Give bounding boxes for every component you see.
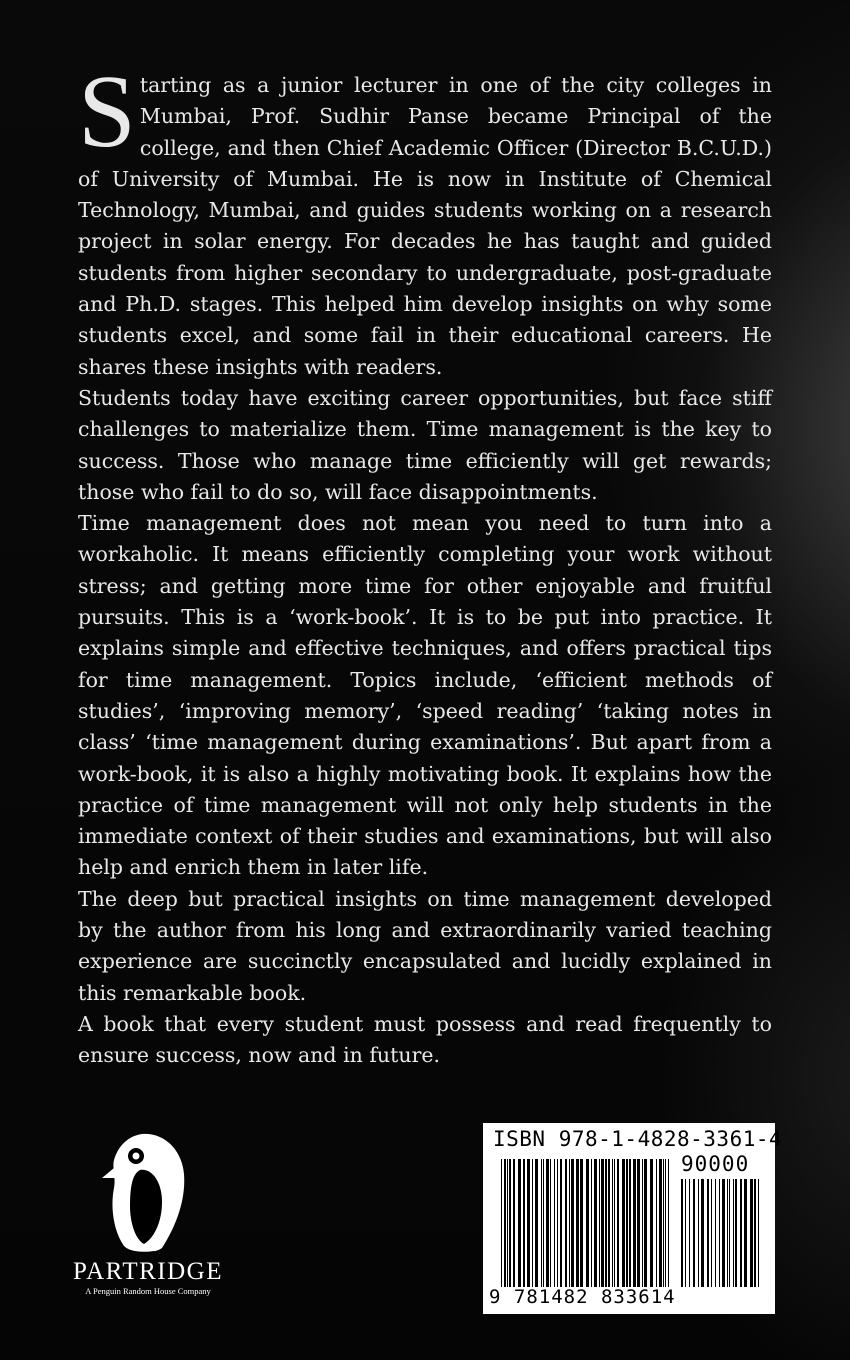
barcode-bar <box>569 1159 570 1287</box>
barcode-bar <box>591 1159 592 1287</box>
barcode-bar <box>663 1159 664 1287</box>
barcode-bar <box>546 1159 549 1287</box>
barcode-bar <box>668 1159 669 1287</box>
barcode-bar <box>543 1159 544 1287</box>
barcode-bar <box>656 1159 657 1287</box>
barcode-bar <box>580 1159 583 1287</box>
barcode-bar <box>518 1159 521 1287</box>
barcode-bar <box>719 1179 720 1287</box>
barcode-bar <box>711 1179 712 1287</box>
barcode-bar <box>633 1159 636 1287</box>
barcode-bar <box>608 1159 610 1287</box>
barcode-bar <box>685 1179 686 1287</box>
barcode-bar <box>554 1159 555 1287</box>
barcode-bar <box>701 1179 704 1287</box>
barcode-bar <box>527 1159 530 1287</box>
barcode-bar <box>729 1179 730 1287</box>
barcode-bar <box>550 1159 551 1287</box>
barcode-bar <box>642 1159 643 1287</box>
isbn-label: ISBN 978-1-4828-3361-4 <box>493 1127 783 1151</box>
publisher-logo <box>58 1128 238 1296</box>
barcode-bar <box>735 1179 737 1287</box>
publisher-tagline: A Penguin Random House Company <box>85 1286 211 1296</box>
barcode-bar <box>750 1179 753 1287</box>
barcode-bar <box>681 1179 683 1287</box>
barcode-bar <box>707 1179 709 1287</box>
barcode-bar <box>605 1159 607 1287</box>
barcode-bar <box>659 1159 662 1287</box>
barcode-bar <box>612 1159 613 1287</box>
barcode-bar <box>565 1159 567 1287</box>
barcode-bar <box>740 1179 742 1287</box>
barcode-bar <box>722 1179 725 1287</box>
blurb-paragraph-3: Time management does not mean you need to turn into a workaholic. It means efficiently completing your work without stress; and getting more time for other enjoyable and fruitful pursuits. This is a ‘work-book’. It is to be put into practice. It explains simple and effective techniques, and offers practical tips for time management. Topics include, ‘efficient methods of studies’, ‘improving memory’, ‘speed reading’ ‘taking notes in class’ ‘time management during examinations’. But apart from a work-book, it is also a highly motivating book. It explains how the practice of time management will not only help students in the immediate context of their studies and examinations, but will also help and enrich them in later life. <box>78 511 772 880</box>
blurb-paragraph-4: The deep but practical insights on time management developed by the author from his long and extraordinarily varied teaching experience are succinctly encapsulated and lucidly explained in this remarkable book. <box>78 886 772 1005</box>
barcode-bar <box>560 1159 562 1287</box>
cover-blurb <box>78 54 772 1072</box>
barcode-bar <box>504 1159 506 1287</box>
barcode-bar <box>727 1179 728 1287</box>
barcode-bar <box>715 1179 716 1287</box>
barcode-bar <box>744 1179 747 1287</box>
barcode-bar <box>626 1159 628 1287</box>
barcode-bar <box>622 1159 625 1287</box>
blurb-paragraph-1 <box>78 54 772 383</box>
blurb-paragraph-1-text: tarting as a junior lecturer in one of the city colleges in Mumbai, Prof. Sudhir Panse became Principal of the college, and then Chief Academic Officer (Director B.C.U.D.) of University of Mumbai. He is now in Institute of Chemical Technology, Mumbai, and guides students working on a research project in solar energy. For decades he has taught and guided students from higher secondary to undergraduate, post-graduate and Ph.D. stages. This helped him develop insights on why some students excel, and some fail in their educational careers. He shares these insights with readers. <box>78 73 772 379</box>
barcode-bar <box>586 1159 589 1287</box>
price-code: 90000 <box>681 1152 750 1176</box>
barcode-bar <box>576 1159 579 1287</box>
barcode-bar <box>689 1179 690 1287</box>
barcode-bar <box>617 1159 619 1287</box>
drop-cap-letter: S <box>78 54 136 169</box>
barcode-bar <box>693 1179 695 1287</box>
barcode-bar <box>535 1159 538 1287</box>
barcode-bar <box>532 1159 533 1287</box>
barcode-bar <box>698 1179 699 1287</box>
barcode-bar <box>614 1159 615 1287</box>
barcode-bar <box>557 1159 558 1287</box>
blurb-paragraph-2: Students today have exciting career opportunities, but face stiff challenges to materialize them. Time management is the key to success. Those who manage time efficiently will get rewards; those who fail to do so, will face disappointments. <box>78 385 772 504</box>
barcode-bar <box>665 1159 666 1287</box>
barcode-bar <box>733 1179 734 1287</box>
barcode-bar <box>650 1159 653 1287</box>
ean-barcode-bars <box>501 1159 673 1287</box>
price-barcode-bars <box>681 1179 761 1287</box>
barcode-bar <box>754 1179 756 1287</box>
ean-digits: 9 781482 833614 <box>489 1286 676 1308</box>
barcode-bar <box>509 1159 511 1287</box>
barcode-bar <box>594 1159 597 1287</box>
barcode-bar <box>601 1159 604 1287</box>
barcode-bar <box>644 1159 647 1287</box>
publisher-name: PARTRIDGE <box>73 1258 223 1285</box>
isbn-barcode <box>483 1123 783 1314</box>
barcode-bar <box>507 1159 508 1287</box>
barcode-bar <box>599 1159 600 1287</box>
barcode-bar <box>501 1159 502 1287</box>
barcode-bar <box>541 1159 542 1287</box>
barcode-bar <box>523 1159 525 1287</box>
barcode-bar <box>571 1159 574 1287</box>
blurb-paragraph-5: A book that every student must possess and read frequently to ensure success, now and in future. <box>78 1011 772 1068</box>
barcode-bar <box>758 1179 759 1287</box>
barcode-bar <box>637 1159 640 1287</box>
barcode-bar <box>629 1159 631 1287</box>
penguin-icon <box>102 1128 194 1256</box>
barcode-bar <box>513 1159 515 1287</box>
